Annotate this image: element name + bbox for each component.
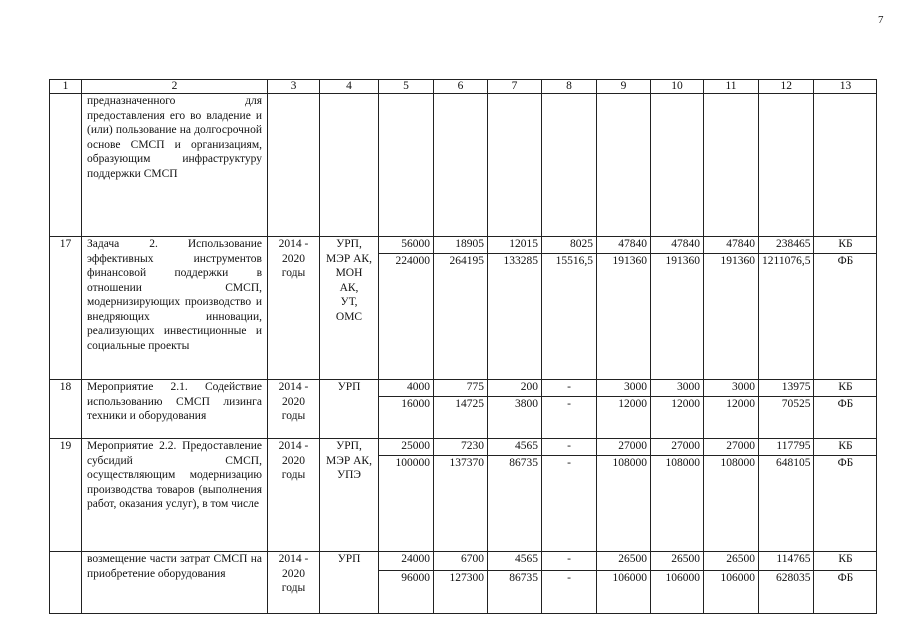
kb-value: - xyxy=(542,552,596,571)
amount-cell-9 xyxy=(597,94,651,237)
row-number: 18 xyxy=(50,380,82,439)
amount-cell-10 xyxy=(651,439,704,552)
fb-value: 191360 xyxy=(720,255,755,267)
fb-value: 108000 xyxy=(612,457,647,469)
column-header-9: 9 xyxy=(597,80,651,94)
fb-value: - xyxy=(567,572,571,584)
column-header-5: 5 xyxy=(379,80,434,94)
kb-value: 4565 xyxy=(488,439,541,456)
fb-value: 1211076,5 xyxy=(762,255,811,267)
amount-cell-10 xyxy=(651,94,704,237)
funding-source xyxy=(814,439,877,552)
row-executor: УРП xyxy=(320,380,379,439)
kb-value: 7230 xyxy=(434,439,487,456)
amount-cell-12 xyxy=(759,439,814,552)
table-row xyxy=(50,552,877,614)
column-header-12: 12 xyxy=(759,80,814,94)
amount-cell-8 xyxy=(542,94,597,237)
column-header-6: 6 xyxy=(434,80,488,94)
amount-cell-9 xyxy=(597,237,651,380)
kb-value: КБ xyxy=(814,552,876,571)
kb-value: 3000 xyxy=(704,380,758,397)
kb-value: 238465 xyxy=(759,237,813,254)
amount-cell-9 xyxy=(597,552,651,614)
column-header-10: 10 xyxy=(651,80,704,94)
amount-cell-6 xyxy=(434,439,488,552)
fb-value: 16000 xyxy=(401,398,430,410)
kb-value: 200 xyxy=(488,380,541,397)
amount-cell-11 xyxy=(704,439,759,552)
fb-value: 264195 xyxy=(449,255,484,267)
kb-value: 27000 xyxy=(704,439,758,456)
amount-cell-6 xyxy=(434,380,488,439)
row-description: Мероприятие 2.2. Предоставление субсидий СМСП, осуществляющим модернизацию производства товаров (выполнения работ, оказания услуг), в том числе xyxy=(82,439,268,552)
column-header-13: 13 xyxy=(814,80,877,94)
fb-value: - xyxy=(567,398,571,410)
fb-value: 108000 xyxy=(665,457,700,469)
amount-cell-7 xyxy=(488,94,542,237)
amount-cell-6 xyxy=(434,237,488,380)
fb-value: 15516,5 xyxy=(555,255,593,267)
fb-value: 96000 xyxy=(401,572,430,584)
column-header-3: 3 xyxy=(268,80,320,94)
kb-value: 13975 xyxy=(759,380,813,397)
column-header-8: 8 xyxy=(542,80,597,94)
kb-value: 8025 xyxy=(542,237,596,254)
amount-cell-5 xyxy=(379,552,434,614)
fb-value: 133285 xyxy=(503,255,538,267)
amount-cell-11 xyxy=(704,94,759,237)
amount-cell-11 xyxy=(704,552,759,614)
kb-value: 24000 xyxy=(379,552,433,571)
fb-value: 127300 xyxy=(449,572,484,584)
fb-value: 3800 xyxy=(515,398,538,410)
row-description: Мероприятие 2.1. Содействие использованию СМСП лизинга техники и оборудования xyxy=(82,380,268,439)
row-executor: УРП, МЭР АК, УПЭ xyxy=(320,439,379,552)
amount-cell-5 xyxy=(379,237,434,380)
kb-value: 775 xyxy=(434,380,487,397)
amount-cell-7 xyxy=(488,380,542,439)
kb-value: 18905 xyxy=(434,237,487,254)
row-period xyxy=(268,94,320,237)
kb-value: 27000 xyxy=(651,439,703,456)
fb-value: 628035 xyxy=(775,572,811,584)
kb-value: КБ xyxy=(814,237,876,254)
budget-table xyxy=(49,79,877,614)
row-executor xyxy=(320,94,379,237)
funding-source xyxy=(814,380,877,439)
amount-cell-8 xyxy=(542,552,597,614)
amount-cell-8 xyxy=(542,237,597,380)
kb-value: 4565 xyxy=(488,552,541,571)
fb-value: 108000 xyxy=(720,457,755,469)
fb-value: 106000 xyxy=(612,572,647,584)
kb-value: КБ xyxy=(814,380,876,397)
fb-value: 191360 xyxy=(665,255,700,267)
column-header-1: 1 xyxy=(50,80,82,94)
fb-value: 86735 xyxy=(509,572,538,584)
column-header-2: 2 xyxy=(82,80,268,94)
amount-cell-5 xyxy=(379,380,434,439)
amount-cell-7 xyxy=(488,439,542,552)
fb-value: 106000 xyxy=(665,572,700,584)
kb-value: 26500 xyxy=(597,552,650,571)
kb-value: 26500 xyxy=(651,552,703,571)
table-row xyxy=(50,439,877,552)
kb-value: 114765 xyxy=(759,552,813,571)
column-header-4: 4 xyxy=(320,80,379,94)
row-number: 19 xyxy=(50,439,82,552)
fb-value: 106000 xyxy=(720,572,755,584)
amount-cell-5 xyxy=(379,94,434,237)
kb-value: 47840 xyxy=(651,237,703,254)
amount-cell-9 xyxy=(597,380,651,439)
table-row xyxy=(50,380,877,439)
kb-value: 56000 xyxy=(379,237,433,254)
fb-value: 137370 xyxy=(449,457,484,469)
kb-value: 47840 xyxy=(597,237,650,254)
row-description: Задача 2. Использование эффективных инструментов финансовой поддержки в отношении СМСП, модернизирующих производство и внедряющих инновации, реализующих инвестиционные и социальные проекты xyxy=(82,237,268,380)
fb-value: ФБ xyxy=(837,398,854,410)
column-header-7: 7 xyxy=(488,80,542,94)
fb-value: 70525 xyxy=(781,398,811,410)
amount-cell-6 xyxy=(434,552,488,614)
kb-value: 25000 xyxy=(379,439,433,456)
row-description: возмещение части затрат СМСП на приобретение оборудования xyxy=(82,552,268,614)
funding-source xyxy=(814,552,877,614)
fb-value: ФБ xyxy=(837,457,854,469)
fb-value: 14725 xyxy=(455,398,484,410)
kb-value: - xyxy=(542,380,596,397)
row-period: 2014 - 2020 годы xyxy=(268,439,320,552)
amount-cell-7 xyxy=(488,237,542,380)
amount-cell-11 xyxy=(704,237,759,380)
kb-value: 26500 xyxy=(704,552,758,571)
row-executor: УРП xyxy=(320,552,379,614)
amount-cell-6 xyxy=(434,94,488,237)
fb-value: 191360 xyxy=(612,255,647,267)
row-period: 2014 - 2020 годы xyxy=(268,380,320,439)
amount-cell-5 xyxy=(379,439,434,552)
amount-cell-12 xyxy=(759,552,814,614)
amount-cell-7 xyxy=(488,552,542,614)
kb-value: 6700 xyxy=(434,552,487,571)
kb-value: - xyxy=(542,439,596,456)
page-number: 7 xyxy=(878,14,884,26)
fb-value: 12000 xyxy=(726,398,755,410)
row-executor: УРП, МЭР АК, МОН АК, УТ, ОМС xyxy=(320,237,379,380)
table-row xyxy=(50,237,877,380)
header-row xyxy=(50,80,877,94)
funding-source xyxy=(814,94,877,237)
amount-cell-11 xyxy=(704,380,759,439)
row-description: предназначенного для предоставления его во владение и (или) пользование на долгосрочной основе СМСП и организациям, образующим инфраструктуру поддержки СМСП xyxy=(82,94,268,237)
row-number xyxy=(50,552,82,614)
fb-value: 100000 xyxy=(395,457,430,469)
fb-value: - xyxy=(567,457,571,469)
amount-cell-12 xyxy=(759,237,814,380)
fb-value: 86735 xyxy=(509,457,538,469)
fb-value: 648105 xyxy=(775,457,811,469)
row-period: 2014 - 2020 годы xyxy=(268,552,320,614)
amount-cell-9 xyxy=(597,439,651,552)
amount-cell-10 xyxy=(651,552,704,614)
table-body xyxy=(50,80,877,614)
row-number: 17 xyxy=(50,237,82,380)
kb-value: 12015 xyxy=(488,237,541,254)
kb-value: 4000 xyxy=(379,380,433,397)
fb-value: 12000 xyxy=(618,398,647,410)
amount-cell-8 xyxy=(542,380,597,439)
fb-value: 12000 xyxy=(671,398,700,410)
amount-cell-10 xyxy=(651,237,704,380)
amount-cell-12 xyxy=(759,94,814,237)
fb-value: ФБ xyxy=(837,255,854,267)
amount-cell-8 xyxy=(542,439,597,552)
amount-cell-10 xyxy=(651,380,704,439)
table-row xyxy=(50,94,877,237)
kb-value: 47840 xyxy=(704,237,758,254)
kb-value: 27000 xyxy=(597,439,650,456)
row-period: 2014 - 2020 годы xyxy=(268,237,320,380)
row-number xyxy=(50,94,82,237)
funding-source xyxy=(814,237,877,380)
fb-value: ФБ xyxy=(837,572,854,584)
kb-value: КБ xyxy=(814,439,876,456)
column-header-11: 11 xyxy=(704,80,759,94)
fb-value: 224000 xyxy=(395,255,430,267)
amount-cell-12 xyxy=(759,380,814,439)
kb-value: 117795 xyxy=(759,439,813,456)
kb-value: 3000 xyxy=(597,380,650,397)
kb-value: 3000 xyxy=(651,380,703,397)
